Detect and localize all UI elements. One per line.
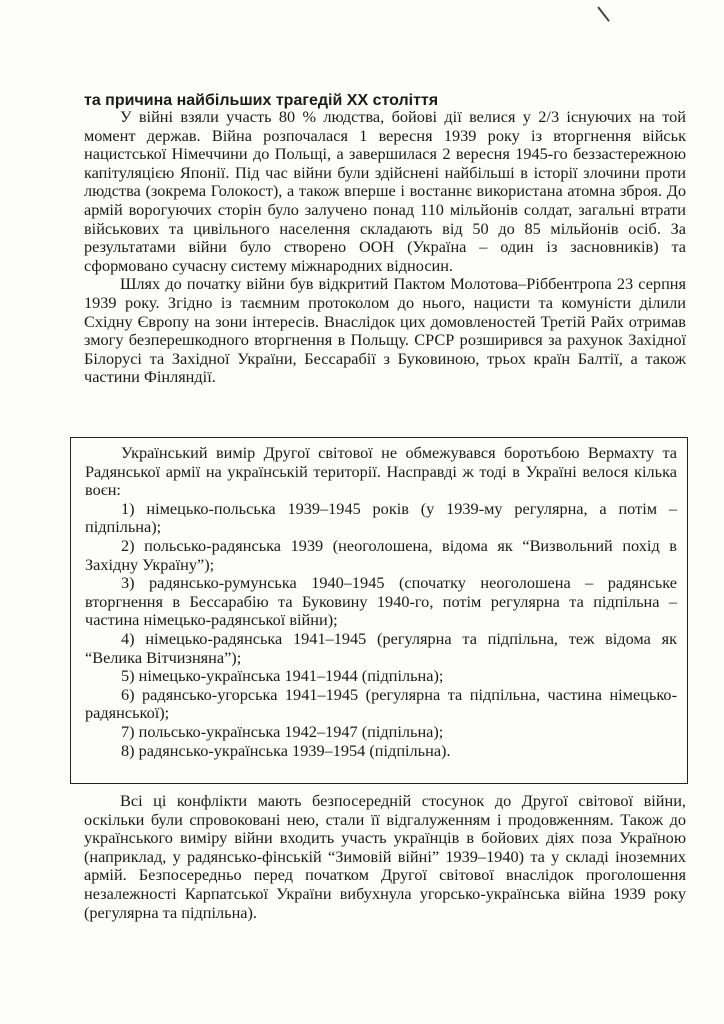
wars-list [85, 500, 677, 760]
closing-text [84, 792, 686, 922]
scan-mark [597, 6, 610, 21]
paragraph: Шлях до початку війни був відкритий Пактом Молотова–Ріббентропа 23 серпня 1939 року. Згідно із таємним протоколом до нього, нацисти та комуністи ділили Східну Європу на зони інтересів. Внаслідок цих домовленостей Третій Райх отримав змогу безперешкодного вторгнення в Польщу. СРСР розширився за рахунок Західної Білорусі та Західної України, Бессарабії з Буковиною, трьох країн Балтії, а також частини Фінляндії. [84, 274, 686, 387]
list-item: 3) радянсько-румунська 1940–1945 (спочатку неоголошена – радянське вторгнення в Бессарабію та Буковину 1940-го, потім регулярна та підпільна – частина німецько-радянської війни); [85, 573, 677, 630]
list-item: 4) німецько-радянська 1941–1945 (регулярна та підпільна, теж відома як “Велика Вітчизняна”); [85, 628, 677, 667]
list-item: 6) радянсько-угорська 1941–1945 (регулярна та підпільна, частина німецько-радянської); [85, 684, 677, 723]
section-heading: та причина найбільших трагедій ХХ століття [84, 92, 439, 109]
list-item: 1) німецько-польська 1939–1945 років (у 1939-му регулярна, а потім – підпільна); [85, 498, 677, 537]
list-item: 5) німецько-українська 1941–1944 (підпільна); [121, 666, 444, 686]
box-intro: Український вимір Другої світової не обмежувався боротьбою Вермахту та Радянської армії на українській території. Насправді ж тоді в Україні велося кілька воєн: [85, 443, 677, 500]
intro-text [84, 108, 686, 387]
list-item: 2) польсько-радянська 1939 (неоголошена, відома як “Визвольний похід в Західну Україну”); [85, 535, 677, 574]
list-item: 7) польсько-українська 1942–1947 (підпільна); [121, 721, 444, 741]
list-item: 8) радянсько-українська 1939–1954 (підпільна). [121, 740, 451, 760]
paragraph: Всі ці конфлікти мають безпосередній стосунок до Другої світової війни, оскільки були спровоковані нею, стали її відгалуженням і продовженням. Також до українського виміру війни входить участь українців в бойових діях поза Україною (наприклад, у радянсько-фінській “Зимовій війні” 1939–1940) та у складі іноземних армій. Безпосередньо перед початком Другої світової внаслідок проголошення незалежності Карпатської України вибухнула угорсько-українська війна 1939 року (регулярна та підпільна). [84, 791, 686, 922]
wars-list-box [70, 437, 688, 784]
paragraph: У війні взяли участь 80 % людства, бойові дії велися у 2/3 існуючих на той момент держав. Війна розпочалася 1 вересня 1939 року із вторгнення військ нацистської Німеччини до Польщі, а завершилася 2 вересня 1945-го беззастережною капітуляцією Японії. Під час війни були здійснені найбільші в історії злочини проти людства (зокрема Голокост), а також вперше і востаннє використана атомна зброя. До армій ворогуючих сторін було залучено понад 110 мільйонів солдат, загальні втрати військових та цивільного населення складають від 50 до 85 мільйонів осіб. За результатами війни було створено ООН (Україна – один із засновників) та сформовано сучасну систему міжнародних відносин. [84, 107, 686, 275]
